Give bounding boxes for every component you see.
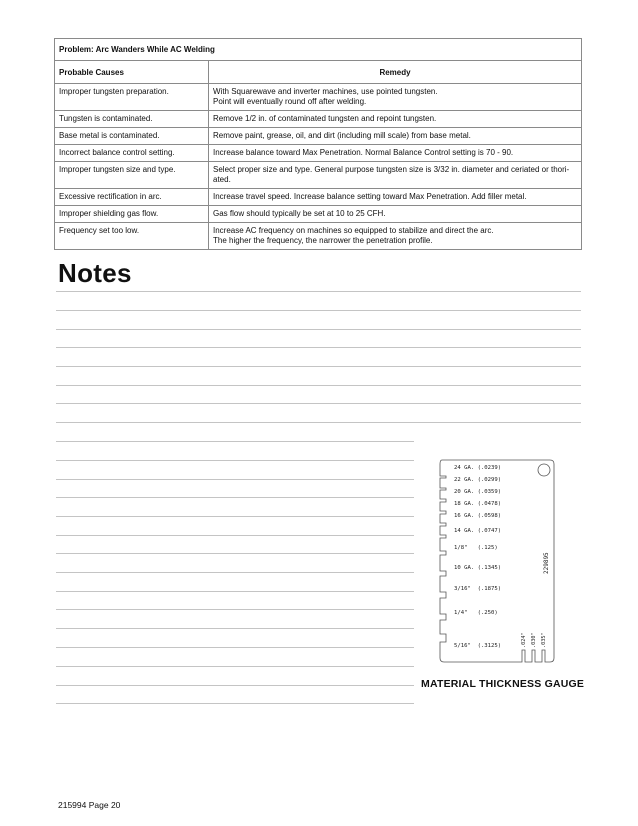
gauge-caption: MATERIAL THICKNESS GAUGE [421, 678, 585, 690]
note-line [56, 666, 414, 667]
gauge-mark: 20 GA. (.0359) [454, 489, 502, 495]
gauge-mark: 16 GA. (.0598) [454, 513, 502, 519]
remedy-text-continued: Point will eventually round off after welding. [213, 97, 367, 106]
gauge-part-number: 229895 [543, 552, 550, 574]
gauge-slot-label: .024" [521, 632, 527, 648]
note-line [56, 647, 414, 648]
gauge-mark: 24 GA. (.0239) [454, 465, 502, 471]
note-line [56, 628, 414, 629]
note-line [56, 497, 414, 498]
note-line [56, 441, 414, 442]
remedy-cell: Increase balance toward Max Penetration. Normal Balance Control setting is 70 - 90. [209, 145, 582, 162]
column-header-causes: Probable Causes [55, 61, 209, 84]
table-row [55, 223, 582, 250]
gauge-slot-label: .030" [531, 632, 537, 648]
note-line [56, 553, 414, 554]
cause-cell: Base metal is contaminated. [55, 128, 209, 145]
cause-cell: Improper tungsten preparation. [55, 84, 209, 111]
remedy-cell: Gas flow should typically be set at 10 to 25 CFH. [209, 206, 582, 223]
remedy-cell: Remove paint, grease, oil, and dirt (including mill scale) from base metal. [209, 128, 582, 145]
gauge-mark: 1/8" (.125) [454, 545, 498, 551]
cause-cell: Excessive rectification in arc. [55, 189, 209, 206]
remedy-cell: Increase travel speed. Increase balance setting toward Max Penetration. Add filler metal. [209, 189, 582, 206]
note-line [56, 685, 414, 686]
cause-cell: Frequency set too low. [55, 223, 209, 250]
remedy-text: With Squarewave and inverter machines, use pointed tungsten. [213, 87, 438, 96]
notes-heading: Notes [58, 258, 132, 288]
note-line [56, 703, 414, 704]
cause-cell: Incorrect balance control setting. [55, 145, 209, 162]
remedy-text-continued: The higher the frequency, the narrower the penetration profile. [213, 236, 433, 245]
remedy-cell: Remove 1/2 in. of contaminated tungsten and repoint tungsten. [209, 111, 582, 128]
remedy-cell [209, 223, 582, 250]
gauge-mark: 14 GA. (.0747) [454, 528, 502, 534]
note-line [56, 572, 414, 573]
note-line [56, 479, 414, 480]
gauge-mark: 10 GA. (.1345) [454, 565, 502, 571]
gauge-mark: 18 GA. (.0478) [454, 501, 502, 507]
remedy-text: Increase AC frequency on machines so equipped to stabilize and direct the arc. [213, 226, 494, 235]
table-row [55, 111, 582, 128]
gauge-mark: 3/16" (.1875) [454, 586, 502, 592]
thickness-gauge-illustration [438, 458, 556, 664]
table-title-row [55, 39, 582, 61]
table-row [55, 189, 582, 206]
remedy-text: Select proper size and type. General purpose tungsten size is 3/32 in. diameter and ceriated or thori- [213, 165, 570, 174]
note-line [56, 385, 581, 386]
cause-cell: Tungsten is contaminated. [55, 111, 209, 128]
table-row [55, 84, 582, 111]
note-line [56, 516, 414, 517]
note-line [56, 403, 581, 404]
table-row [55, 206, 582, 223]
troubleshooting-table [54, 38, 582, 250]
remedy-cell [209, 84, 582, 111]
cause-cell: Improper tungsten size and type. [55, 162, 209, 189]
note-line [56, 329, 581, 330]
table-row [55, 145, 582, 162]
table-header-row [55, 61, 582, 84]
note-line [56, 291, 581, 292]
remedy-cell [209, 162, 582, 189]
table-row [55, 162, 582, 189]
note-line [56, 460, 414, 461]
note-line [56, 591, 414, 592]
table-row [55, 128, 582, 145]
note-line [56, 422, 581, 423]
gauge-mark: 22 GA. (.0299) [454, 477, 502, 483]
note-line [56, 347, 581, 348]
column-header-remedy: Remedy [209, 61, 582, 84]
note-line [56, 366, 581, 367]
gauge-mark: 5/16" (.3125) [454, 643, 502, 649]
table-title: Problem: Arc Wanders While AC Welding [55, 39, 582, 61]
gauge-slot-label: .035" [541, 632, 547, 648]
remedy-text-continued: ated. [213, 175, 231, 184]
cause-cell: Improper shielding gas flow. [55, 206, 209, 223]
note-line [56, 535, 414, 536]
page-footer: 215994 Page 20 [58, 800, 121, 810]
note-line [56, 310, 581, 311]
gauge-mark: 1/4" (.250) [454, 610, 498, 616]
note-line [56, 609, 414, 610]
